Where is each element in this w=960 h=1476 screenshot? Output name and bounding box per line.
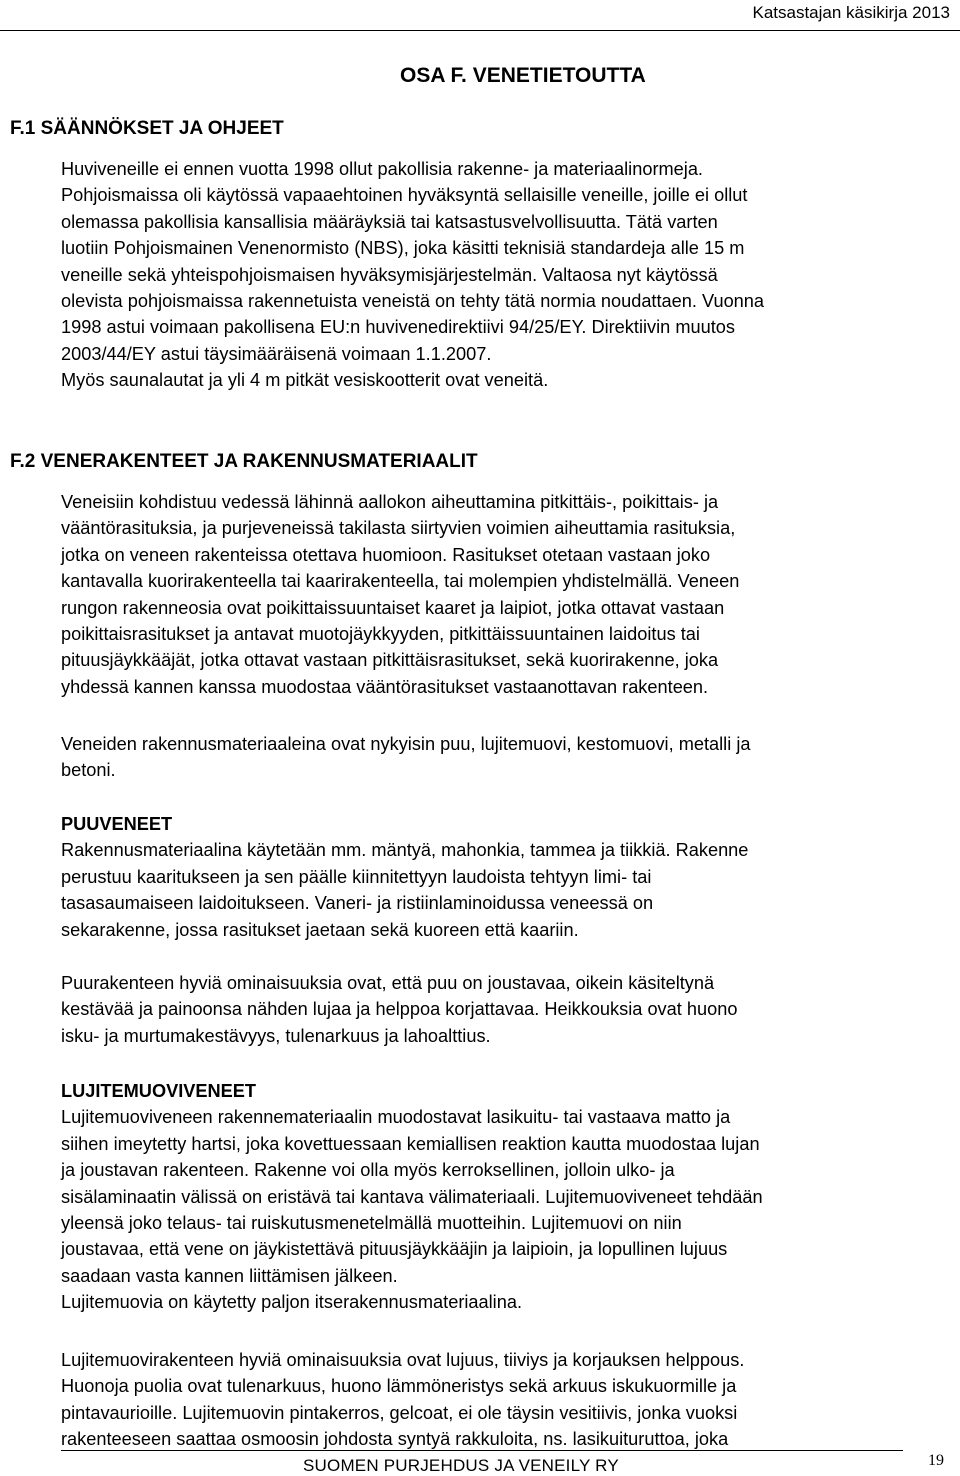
text-line: poikittaisrasitukset ja antavat muotojäykkyyden, pitkittäissuuntainen laidoitus tai: [61, 624, 700, 645]
text-line: jotka on veneen rakenteissa otettava huomioon. Rasitukset otetaan vastaan joko: [61, 544, 711, 565]
text-line: kantavalla kuorirakenteella tai kaarirakenteella, tai molempien yhdistelmällä. Veneen: [61, 571, 740, 592]
text-line: 2003/44/EY astui täysimääräisenä voimaan 1.1.2007.: [61, 343, 492, 364]
text-line: Lujitemuoviveneen rakennemateriaalin muodostavat lasikuitu- tai vastaava matto ja: [61, 1107, 731, 1128]
text-line: luotiin Pohjoismainen Venenormisto (NBS), joka käsitti teknisiä standardeja alle 15 m: [61, 238, 745, 259]
text-line: veneille sekä yhteispohjoismaisen hyväksymisjärjestelmän. Valtaosa nyt käytössä: [61, 264, 718, 285]
frp-boats-paragraph-2: [61, 1347, 941, 1453]
text-line: yhdessä kannen kanssa muodostaa vääntörasitukset vastaanottavan rakenteen.: [61, 676, 709, 697]
wood-boats-paragraph-2: [61, 970, 941, 1049]
subsection-heading-frp: LUJITEMUOVIVENEET: [61, 1081, 257, 1101]
text-line: rungon rakenneosia ovat poikittaissuuntaiset kaaret ja laipiot, jotka ottavat vastaan: [61, 597, 725, 618]
text-line: sekarakenne, jossa rasitukset jaetaan sekä kuoreen että kaariin.: [61, 919, 579, 940]
frp-boats-section: [61, 1078, 941, 1316]
section-heading-f1: F.1 SÄÄNNÖKSET JA OHJEET: [10, 118, 284, 139]
text-line: Lujitemuovirakenteen hyviä ominaisuuksia ovat lujuus, tiiviys ja korjauksen helppous.: [61, 1350, 745, 1370]
part-title: OSA F. VENETIETOUTTA: [400, 64, 646, 87]
text-line: Lujitemuovia on käytetty paljon itserakennusmateriaalina.: [61, 1292, 523, 1313]
text-line: siihen imeytetty hartsi, joka kovettuessaan kemiallisen reaktion kautta muodostaa lujan: [61, 1133, 760, 1154]
text-line: sisälaminaatin välissä on eristävä tai kantava välimateriaali. Lujitemuoviveneet tehdään: [61, 1186, 763, 1207]
section-heading-f2: F.2 VENERAKENTEET JA RAKENNUSMATERIAALIT: [10, 451, 478, 472]
footer-rule: [61, 1450, 903, 1451]
text-line: perustuu kaaritukseen ja sen päälle kiinnitettyyn laudoista tehtyyn limi- tai: [61, 866, 652, 887]
page-number: 19: [928, 1452, 944, 1469]
text-line: saadaan vasta kannen liittämisen jälkeen.: [61, 1265, 398, 1286]
text-line: vääntörasituksia, ja purjeveneissä takilasta siirtyvien voimien aiheuttamia rasituksia,: [61, 518, 736, 539]
text-line: Puurakenteen hyviä ominaisuuksia ovat, että puu on joustavaa, oikein käsiteltynä: [61, 973, 715, 993]
text-line: betoni.: [61, 760, 116, 781]
text-line: isku- ja murtumakestävyys, tulenarkuus ja lahoalttius.: [61, 1025, 491, 1046]
wood-boats-section: [61, 811, 941, 943]
text-line: rakenteeseen saattaa osmoosin johdosta syntyä rakkuloita, ns. lasikuituruttoa, joka: [61, 1429, 729, 1450]
text-line: Huonoja puolia ovat tulenarkuus, huono lämmöneristys sekä arkuus iskukuormille ja: [61, 1376, 737, 1397]
text-line: ja joustavan rakenteen. Rakenne voi olla myös kerroksellinen, jolloin ulko- ja: [61, 1160, 675, 1181]
header-rule: [0, 30, 960, 31]
text-line: Veneisiin kohdistuu vedessä lähinnä aallokon aiheuttamina pitkittäis-, poikittais- ja: [61, 492, 719, 512]
text-line: Veneiden rakennusmateriaaleina ovat nykyisin puu, lujitemuovi, kestomuovi, metalli ja: [61, 734, 751, 754]
document-title: Katsastajan käsikirja 2013: [540, 0, 960, 30]
text-line: olevista pohjoismaissa rakennetuista veneistä on tehty tätä normia noudattaen. Vuonna: [61, 291, 765, 312]
footer-organization: SUOMEN PURJEHDUS JA VENEILY RY: [303, 1456, 619, 1475]
text-line: pintavaurioille. Lujitemuovin pintakerros, gelcoat, ei ole täysin vesitiivis, jonka vuoksi: [61, 1402, 738, 1423]
text-line: Huviveneille ei ennen vuotta 1998 ollut pakollisia rakenne- ja materiaalinormeja.: [61, 159, 703, 179]
text-line: kestävää ja painoonsa nähden lujaa ja helppoa korjattavaa. Heikkouksia ovat huono: [61, 999, 738, 1020]
text-line: joustavaa, että vene on jäykistettävä pituusjäykkääjin ja laipioin, ja lopullinen lujuus: [61, 1239, 728, 1260]
text-line: pituusjäykkääjät, jotka ottavat vastaan pitkittäisrasitukset, sekä kuorirakenne, joka: [61, 650, 719, 671]
section-f2-paragraph-2: [61, 731, 941, 784]
text-line: Rakennusmateriaalina käytetään mm. mäntyä, mahonkia, tammea ja tiikkiä. Rakenne: [61, 840, 749, 861]
text-line: tasasaumaiseen laidoitukseen. Vaneri- ja ristiinlaminoidussa veneessä on: [61, 893, 654, 914]
text-line: yleensä joko telaus- tai ruiskutusmenetelmällä muotteihin. Lujitemuovi on niin: [61, 1213, 682, 1234]
text-line: Pohjoismaissa oli käytössä vapaaehtoinen hyväksyntä sellaisille veneille, joille ei ollut: [61, 185, 748, 206]
text-line: olemassa pakollisia kansallisia määräyksiä tai katsastusvelvollisuutta. Tätä varten: [61, 211, 718, 232]
section-f1-text: [61, 156, 941, 394]
section-f2-paragraph-1: [61, 489, 941, 700]
text-line: 1998 astui voimaan pakollisena EU:n huvivenedirektiivi 94/25/EY. Direktiivin muutos: [61, 317, 735, 338]
text-line: Myös saunalautat ja yli 4 m pitkät vesiskootterit ovat veneitä.: [61, 370, 549, 391]
subsection-heading-wood: PUUVENEET: [61, 814, 173, 834]
